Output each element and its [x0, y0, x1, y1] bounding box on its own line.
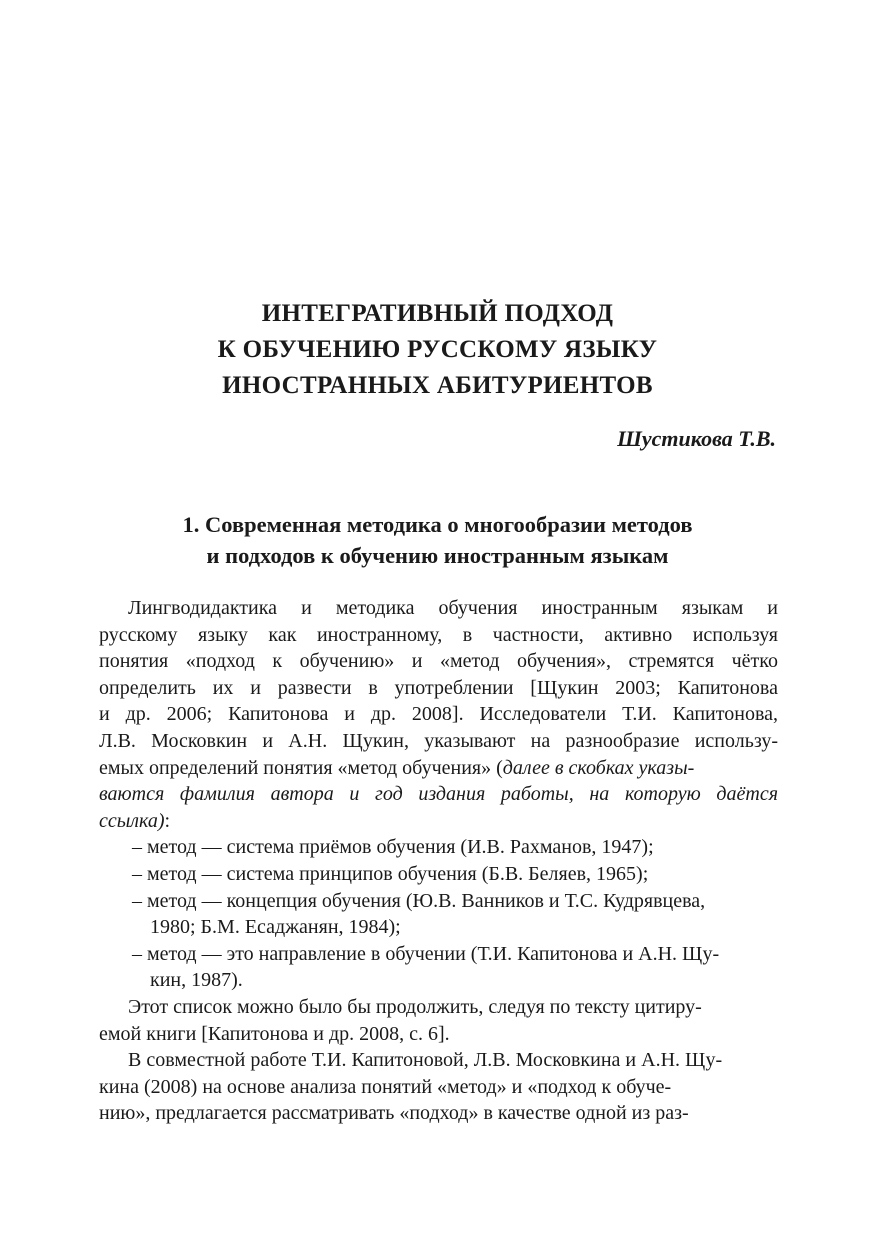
- text-line: нию», предлагается рассматривать «подход» в качестве одной из раз-: [99, 1102, 689, 1125]
- text-line: русскому языку как иностранному, в частности, активно используя: [99, 623, 778, 646]
- text-line: понятия «подход к обучению» и «метод обучения», стремятся чётко: [99, 650, 778, 673]
- title-line: К ОБУЧЕНИЮ РУССКОМУ ЯЗЫКУ: [217, 336, 658, 363]
- text-line: [99, 808, 778, 835]
- paragraph-2: [99, 994, 778, 1047]
- author-name: Шустикова Т.В.: [617, 426, 776, 451]
- text-line: кина (2008) на основе анализа понятий «метод» и «подход к обуче-: [99, 1075, 672, 1098]
- italic-text-run: ссылка): [99, 809, 165, 832]
- section-heading: [0, 509, 875, 571]
- text-run: :: [164, 809, 171, 832]
- paragraph-1: [99, 595, 778, 834]
- title-line: ИНОСТРАННЫХ АБИТУРИЕНТОВ: [222, 372, 653, 399]
- text-line: емой книги [Капитонова и др. 2008, с. 6].: [99, 1022, 450, 1045]
- text-line: ваются фамилия автора и год издания работы, на которую даётся: [99, 783, 778, 806]
- list-item-continuation: 1980; Б.М. Есаджанян, 1984);: [150, 916, 401, 939]
- text-line: Л.В. Московкин и А.Н. Щукин, указывают на разнообразие использу-: [99, 729, 778, 752]
- definition-list: [99, 834, 778, 994]
- text-line: [99, 755, 778, 782]
- body-text: [99, 595, 778, 1127]
- text-run: емых определений понятия «метод обучения» (: [99, 756, 503, 779]
- list-item-continuation: кин, 1987).: [150, 969, 243, 992]
- list-item: – метод — система приёмов обучения (И.В. Рахманов, 1947);: [132, 836, 654, 859]
- section-heading-line: и подходов к обучению иностранным языкам: [206, 543, 669, 568]
- list-item: – метод — это направление в обучении (Т.И. Капитонова и А.Н. Щу-: [132, 942, 720, 965]
- text-line: и др. 2006; Капитонова и др. 2008]. Исследователи Т.И. Капитонова,: [99, 703, 778, 726]
- text-line: определить их и развести в употреблении [Щукин 2003; Капитонова: [99, 676, 778, 699]
- text-line: Этот список можно было бы продолжить, следуя по тексту цитиру-: [128, 995, 702, 1018]
- list-item: – метод — концепция обучения (Ю.В. Ванников и Т.С. Кудрявцева,: [132, 889, 706, 912]
- article-title: [0, 296, 875, 404]
- section-heading-line: 1. Современная методика о многообразии методов: [182, 512, 693, 537]
- title-line: ИНТЕГРАТИВНЫЙ ПОДХОД: [261, 300, 614, 327]
- list-item: – метод — система принципов обучения (Б.В. Беляев, 1965);: [132, 862, 649, 885]
- italic-text-run: далее в скобках указы-: [502, 756, 695, 779]
- text-line: Лингводидактика и методика обучения иностранным языкам и: [128, 597, 778, 619]
- paragraph-3: [99, 1047, 778, 1127]
- text-line: В совместной работе Т.И. Капитоновой, Л.В. Московкина и А.Н. Щу-: [128, 1049, 723, 1072]
